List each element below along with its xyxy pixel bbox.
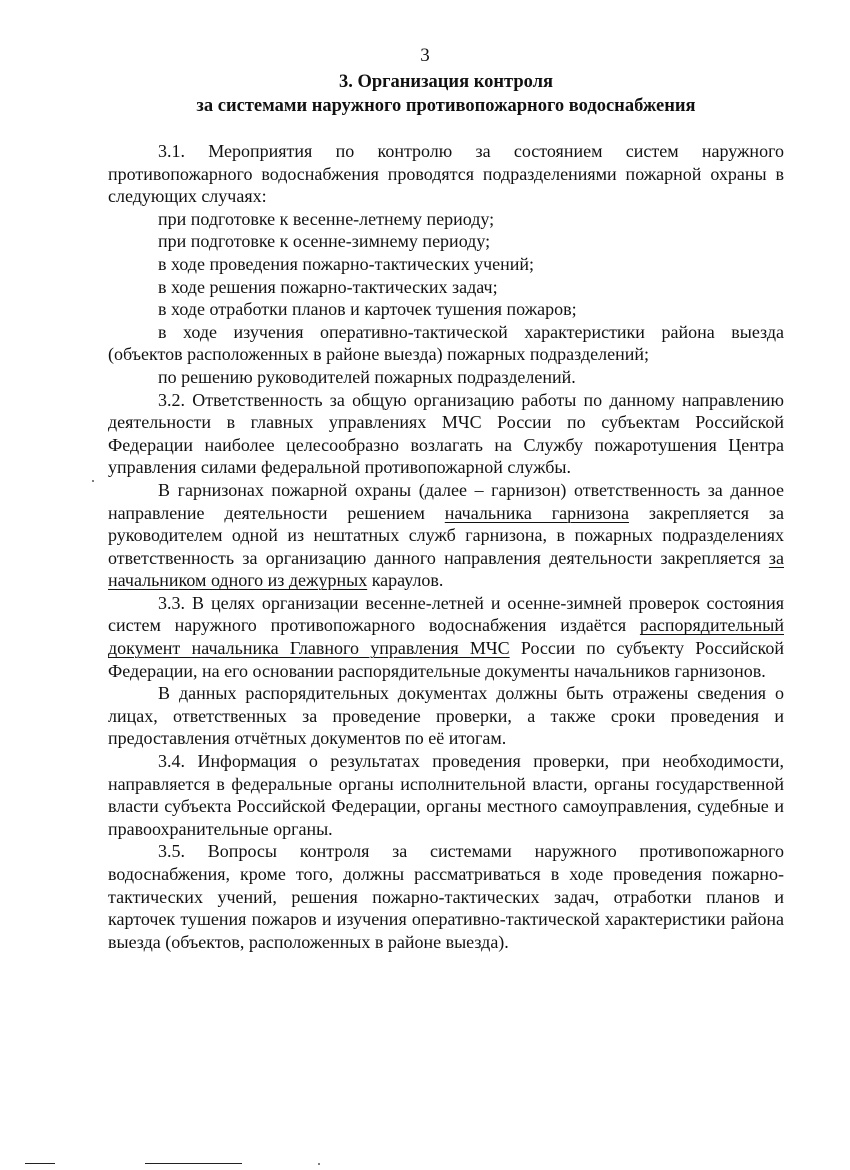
scan-speck [92,480,94,482]
case-item: в ходе отработки планов и карточек тушения пожаров; [158,299,577,320]
footer-rule-center [145,1163,242,1164]
footer-rule-left [25,1163,55,1164]
text-run: закрепляется за руководителем одной из нештатных служб гарнизона, в пожарных подразделениях ответственность за организацию данного направления деятельности закрепляется [108,502,784,568]
case-item: при подготовке к весенне-летнему периоду; [158,208,495,229]
page-number: 3 [420,45,430,66]
section-3-3-paragraph-2: В данных распорядительных документах должны быть отражены сведения о лицах, ответственных за проведение проверки, а также сроки проведения и предоставления отчётных документов по её итогам. [108,683,784,749]
section-title [108,70,784,118]
section-3-2-paragraph-1: 3.2. Ответственность за общую организацию работы по данному направлению деятельности в главных управлениях МЧС России по субъектам Российской Федерации наиболее целесообразно возлагать на Службу пожаротушения Центра управления силами федеральной противопожарной службы. [108,389,784,478]
section-3-2-paragraph-2 [108,479,784,592]
case-item: в ходе решения пожарно-тактических задач; [158,276,498,297]
text-run: караулов. [367,570,444,591]
text-run: В гарнизонах пожарной охраны (далее – гарнизон) ответственность за данное направление деятельности решением [108,479,784,523]
title-line-2: за системами наружного противопожарного водоснабжения [196,96,696,116]
section-3-3-paragraph-1 [108,592,784,682]
document-body [108,140,784,953]
text-run: России по субъекту Российской Федерации, на его основании распорядительные документы начальников гарнизонов. [108,638,784,681]
scan-speck [318,1163,320,1165]
section-3-4-paragraph: 3.4. Информация о результатах проведения проверки, при необходимости, направляется в федеральные органы исполнительной власти, органы государственной власти субъекта Российской Федерации, органы местного самоуправления, судебные и правоохранительные органы. [108,751,784,839]
text-run: 3.3. В целях организации весенне-летней и осенне-зимней проверок состояния систем наружного противопожарного водоснабжения издаётся [108,592,784,636]
section-3-1-intro: 3.1. Мероприятия по контролю за состоянием систем наружного противопожарного водоснабжения проводятся подразделениями пожарной охраны в следующих случаях: [108,141,784,207]
case-item: в ходе изучения оперативно-тактической характеристики района выезда (объектов расположенных в районе выезда) пожарных подразделений; [108,321,784,365]
case-item: при подготовке к осенне-зимнему периоду; [158,231,491,252]
underlined-text: за начальником одного из дежурных [108,547,784,591]
underlined-text: распорядительный документ начальника Главного управления МЧС [108,615,784,659]
underlined-text: начальника гарнизона [444,502,629,523]
title-line-1: 3. Организация контроля [338,72,554,92]
case-item: по решению руководителей пожарных подразделений. [158,366,576,387]
case-item: в ходе проведения пожарно-тактических учений; [158,253,535,274]
section-3-5-paragraph: 3.5. Вопросы контроля за системами наружного противопожарного водоснабжения, кроме того, должны рассматриваться в ходе проведения пожарно-тактических учений, решения пожарно-тактических задач, отработки планов и карточек тушения пожаров и изучения оперативно-тактической характеристики района выезда (объектов, расположенных в районе выезда). [108,841,784,952]
